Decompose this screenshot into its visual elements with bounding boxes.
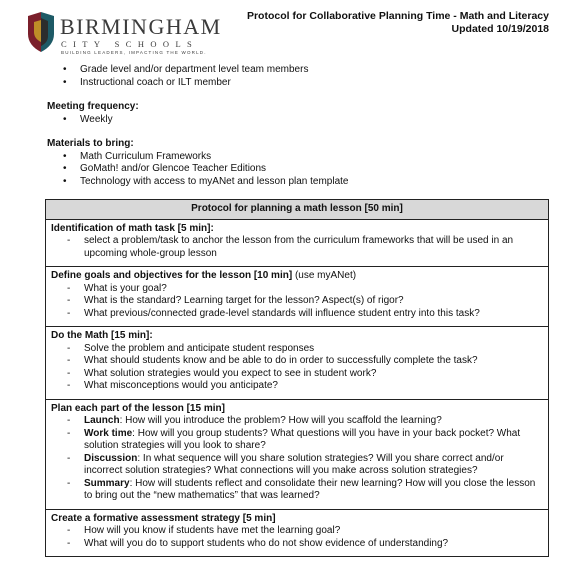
- frequency-list: [47, 114, 552, 127]
- item-text: : How will students reflect and consolidate their new learning? How will you close the lesson to bring out the “new mathematics” that was learned?: [84, 477, 536, 501]
- section-title: Define goals and objectives for the lesson [10 min]: [51, 270, 293, 281]
- list-item: - What misconceptions would you anticipate?: [51, 380, 543, 393]
- item-text: : In what sequence will you share solution strategies? Will you share correct and/or incorrect solution strategies? What connections will you make across solution strategies?: [84, 452, 504, 476]
- list-item: - What is the standard? Learning target for the lesson? Aspect(s) of rigor?: [51, 295, 543, 308]
- logo-subtitle: CITY SCHOOLS: [61, 39, 199, 49]
- document-header: [247, 10, 549, 36]
- table-header: Protocol for planning a math lesson [50 min]: [46, 200, 549, 220]
- table-row: [46, 399, 549, 509]
- list-item: - How will you know if students have met the learning goal?: [51, 525, 543, 538]
- item-text: : How will you group students? What questions will you have in your back pocket? What solution strategies will you look to share?: [84, 427, 521, 451]
- section-items: [51, 235, 543, 260]
- list-item: • Grade level and/or department level team members: [47, 64, 552, 77]
- table-row: [46, 267, 549, 327]
- list-item: - What solution strategies would you expect to see in student work?: [51, 368, 543, 381]
- section-title-row: [51, 270, 543, 283]
- item-lead: Discussion: [84, 452, 138, 464]
- section-items: [51, 283, 543, 321]
- logo-tagline: BUILDING LEADERS, IMPACTING THE WORLD.: [61, 50, 207, 55]
- section-title: Identification of math task [5 min]:: [51, 222, 214, 234]
- list-item: - What is your goal?: [51, 283, 543, 296]
- materials-label: Materials to bring:: [47, 138, 134, 149]
- list-item: • Math Curriculum Frameworks: [47, 151, 552, 164]
- table-row: [46, 219, 549, 267]
- table-row: [46, 509, 549, 557]
- attendee-list: [47, 64, 552, 89]
- list-item: - What should students know and be able to do in order to successfully complete the task?: [51, 355, 543, 368]
- section-title: Create a formative assessment strategy [5 min]: [51, 512, 276, 524]
- materials-list: [47, 151, 552, 189]
- protocol-table: [45, 199, 549, 557]
- list-item: [51, 478, 543, 503]
- section-items: [51, 415, 543, 503]
- list-item: [51, 453, 543, 478]
- updated-date: Updated 10/19/2018: [451, 23, 549, 35]
- logo-name: BIRMINGHAM: [60, 14, 222, 39]
- list-item: • Weekly: [47, 114, 552, 127]
- section-items: [51, 343, 543, 393]
- list-item: [51, 428, 543, 453]
- document-title: Protocol for Collaborative Planning Time - Math and Literacy: [246, 10, 549, 22]
- section-title-note: (use myANet): [294, 270, 357, 281]
- list-item: [51, 415, 543, 428]
- list-item: • Technology with access to myANet and lesson plan template: [47, 176, 552, 189]
- frequency-label: Meeting frequency:: [47, 101, 139, 112]
- item-lead: Launch: [84, 415, 120, 426]
- list-item: - Solve the problem and anticipate student responses: [51, 343, 543, 356]
- shield-emblem-icon: [26, 12, 56, 52]
- item-text: : How will you introduce the problem? How will you scaffold the learning?: [119, 415, 442, 426]
- district-logo: [26, 12, 222, 56]
- list-item: - select a problem/task to anchor the lesson from the curriculum frameworks that will be used in an upcoming whole-group lesson: [51, 235, 543, 260]
- item-lead: Work time: [84, 427, 133, 439]
- section-title: Do the Math [15 min]:: [51, 330, 153, 341]
- table-row: [46, 327, 549, 400]
- section-title: Plan each part of the lesson [15 min]: [51, 402, 225, 414]
- intro-section: [47, 64, 552, 188]
- item-lead: Summary: [84, 477, 130, 489]
- list-item: - What previous/connected grade-level standards will influence student entry into this task?: [51, 308, 543, 321]
- list-item: • GoMath! and/or Glencoe Teacher Editions: [47, 163, 552, 176]
- list-item: - What will you do to support students who do not show evidence of understanding?: [51, 538, 543, 551]
- list-item: • Instructional coach or ILT member: [47, 77, 552, 90]
- section-items: [51, 525, 543, 550]
